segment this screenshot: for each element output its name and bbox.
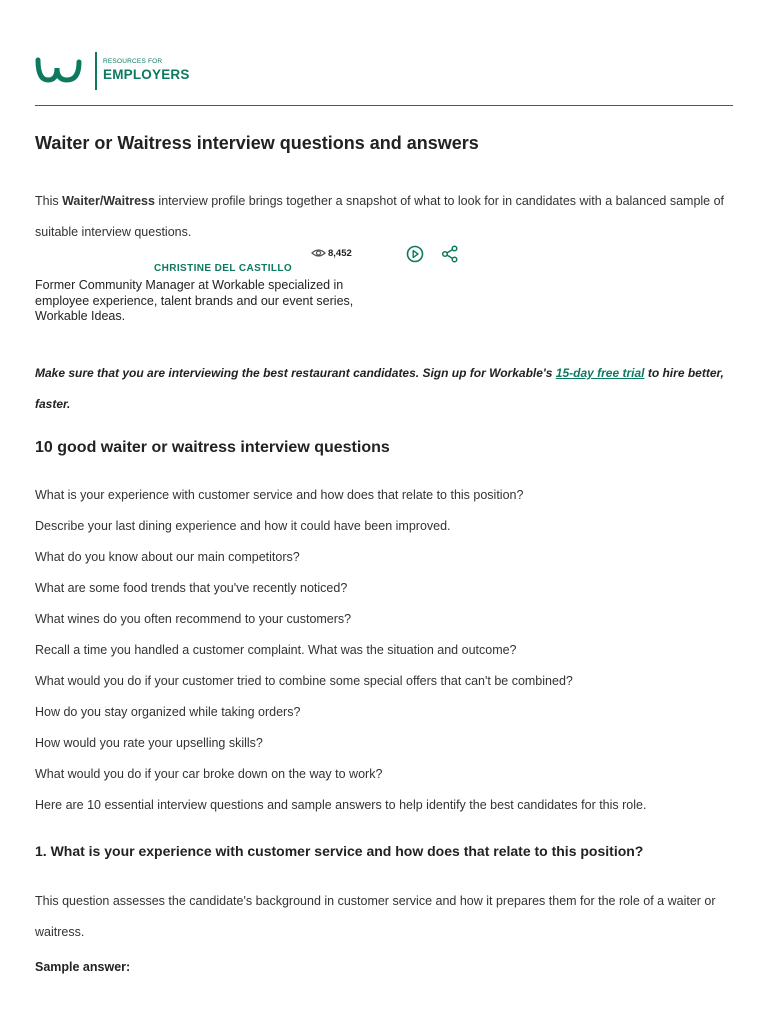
list-item: Here are 10 essential interview questions and sample answers to help identify the best candidates for this role.: [35, 798, 647, 812]
questions-heading: 10 good waiter or waitress interview questions: [35, 439, 390, 456]
header-divider: [35, 105, 733, 106]
logo-divider: [95, 52, 97, 90]
eye-icon: [311, 248, 326, 258]
list-item: Recall a time you handled a customer complaint. What was the situation and outcome?: [35, 643, 517, 657]
sample-answer-label: Sample answer:: [35, 960, 131, 974]
view-count: [311, 246, 352, 260]
promo-text-before: Make sure that you are interviewing the best restaurant candidates. Sign up for Workable's: [35, 366, 556, 380]
intro-role: Waiter/Waitress: [62, 194, 155, 208]
workable-logo[interactable]: [35, 52, 215, 92]
list-item: What do you know about our main competitors?: [35, 550, 300, 564]
questions-list: [35, 484, 646, 825]
list-item: What wines do you often recommend to your customers?: [35, 612, 352, 626]
free-trial-link[interactable]: 15-day free trial: [555, 366, 645, 380]
workable-logo-icon: [35, 56, 85, 86]
view-count-value: 8,452: [328, 247, 352, 259]
list-item: What is your experience with customer service and how does that relate to this position?: [35, 488, 524, 502]
list-item: What would you do if your customer tried to combine some special offers that can't be combined?: [35, 674, 573, 688]
page-title: Waiter or Waitress interview questions and answers: [35, 133, 479, 153]
intro-suffix: interview profile brings together a snapshot of what to look for in candidates with a balanced sample of suitable interview questions.: [35, 194, 725, 239]
author-name[interactable]: CHRISTINE DEL CASTILLO: [154, 263, 293, 274]
logo-subtitle: RESOURCES FOR: [103, 58, 163, 65]
list-item: Describe your last dining experience and how it could have been improved.: [35, 519, 451, 533]
share-icon[interactable]: [441, 245, 459, 263]
logo-title: EMPLOYERS: [103, 67, 190, 82]
list-item: What would you do if your car broke down on the way to work?: [35, 767, 383, 781]
question-1-description: This question assesses the candidate's background in customer service and how it prepares them for the role of a waiter or waitress.: [35, 894, 716, 939]
play-icon[interactable]: [406, 245, 424, 263]
author-bio: Former Community Manager at Workable specialized in employee experience, talent brands and our event series, Workable Ideas.: [35, 278, 354, 323]
promo-banner: [35, 358, 735, 420]
intro-prefix: This: [35, 194, 63, 208]
intro-paragraph: [35, 186, 735, 248]
list-item: How do you stay organized while taking orders?: [35, 705, 301, 719]
list-item: What are some food trends that you've recently noticed?: [35, 581, 348, 595]
promo-text-after: to hire better, faster.: [35, 366, 724, 411]
list-item: How would you rate your upselling skills?: [35, 736, 263, 750]
question-1-heading: 1. What is your experience with customer service and how does that relate to this position?: [35, 843, 644, 859]
